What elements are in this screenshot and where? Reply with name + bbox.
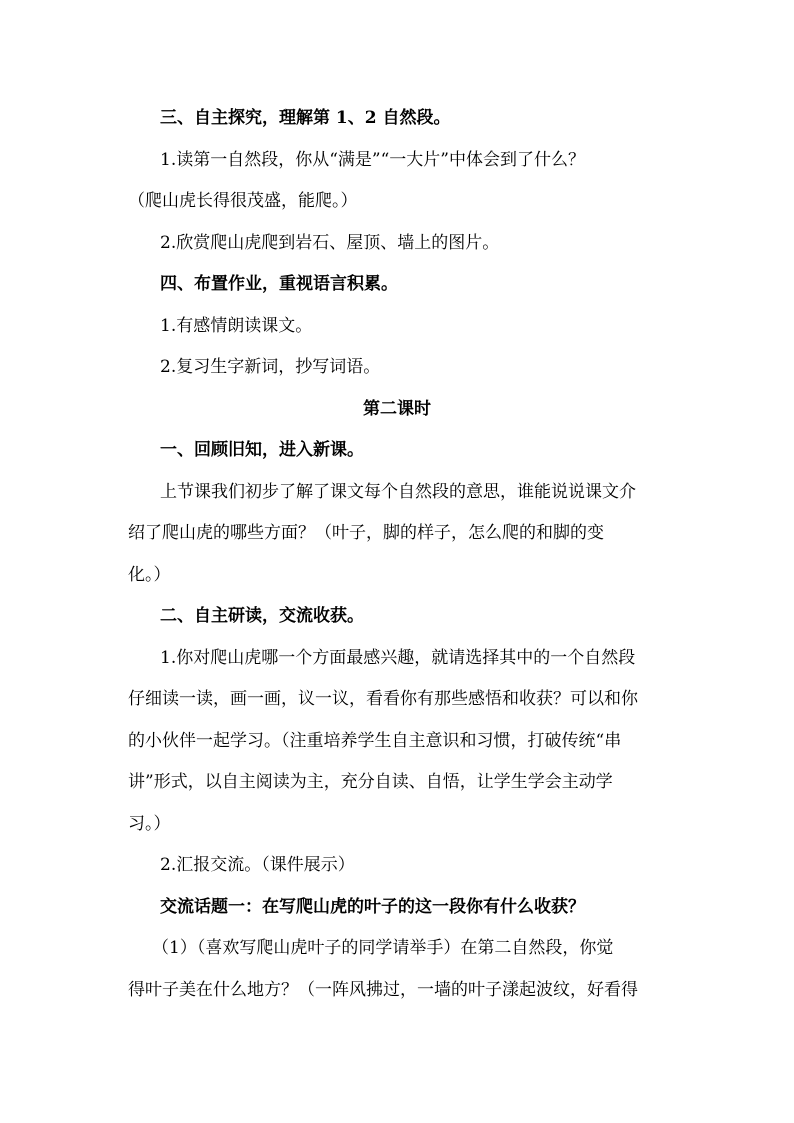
paragraph-line: 仔细读一读，画一画，议一议，看看你有那些感悟和收获？可以和你 [128, 689, 638, 709]
paragraph-line: 1.读第一自然段，你从“满是”“一大片”中体会到了什么？ [160, 150, 585, 170]
paragraph-line: 1.有感情朗读课文。 [160, 316, 313, 336]
section-heading: 二、自主研读，交流收获。 [160, 606, 364, 626]
paragraph-line: （爬山虎长得很茂盛，能爬。） [128, 191, 358, 211]
paragraph-line: （1）（喜欢写爬山虎叶子的同学请举手）在第二自然段，你觉 [152, 938, 614, 958]
paragraph-line: 2.欣赏爬山虎爬到岩石、屋顶、墙上的图片。 [160, 233, 500, 253]
paragraph-line: 化。） [128, 565, 171, 585]
paragraph-line: 讲”形式，以自主阅读为主，充分自读、自悟，让学生学会主动学 [128, 772, 613, 792]
paragraph-line: 绍了爬山虎的哪些方面？（叶子，脚的样子，怎么爬的和脚的变 [128, 523, 604, 543]
paragraph-line: 2.汇报交流。（课件展示） [160, 855, 355, 875]
section-heading: 四、布置作业，重视语言积累。 [160, 274, 398, 294]
paragraph-line: 得叶子美在什么地方？（一阵风拂过，一墙的叶子漾起波纹，好看得 [128, 980, 638, 1000]
paragraph-line: 2.复习生字新词，抄写词语。 [160, 357, 381, 377]
topic-heading: 交流话题一：在写爬山虎的叶子的这一段你有什么收获？ [160, 897, 585, 917]
section-heading: 一、回顾旧知，进入新课。 [160, 440, 364, 460]
paragraph-line: 1.你对爬山虎哪一个方面最感兴趣，就请选择其中的一个自然段 [160, 648, 636, 668]
paragraph-line: 的小伙伴一起学习。（注重培养学生自主意识和习惯，打破传统“串 [128, 731, 622, 751]
section-heading: 三、自主探究，理解第 1、2 自然段。 [160, 108, 451, 128]
paragraph-line: 上节课我们初步了解了课文每个自然段的意思，谁能说说课文介 [160, 482, 636, 502]
lesson-title: 第二课时 [363, 399, 431, 419]
paragraph-line: 习。） [128, 814, 171, 834]
